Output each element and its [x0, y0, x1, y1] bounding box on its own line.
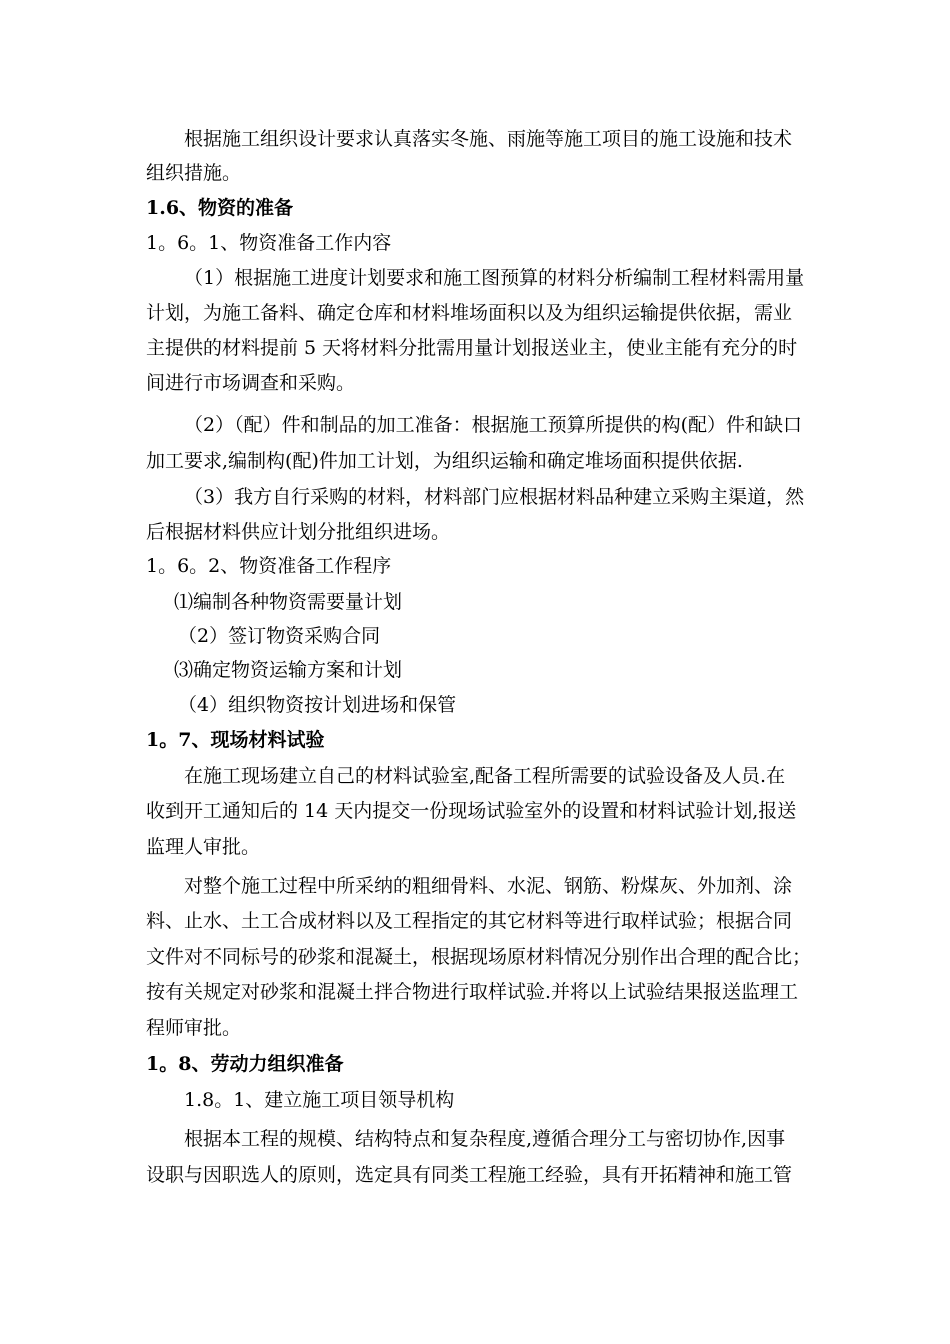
paragraph-line-7: 主提供的材料提前 5 天将材料分批需用量计划报送业主，使业主能有充分的时	[146, 337, 798, 359]
paragraph-line-5: （1）根据施工进度计划要求和施工图预算的材料分析编制工程材料需用量	[184, 267, 805, 289]
paragraph-line-29: 根据本工程的规模、结构特点和复杂程度,遵循合理分工与密切协作,因事	[184, 1128, 786, 1150]
subsection-heading-1-6-2: 1。6。2、物资准备工作程序	[146, 555, 392, 577]
paragraph-line-10: 加工要求,编制构(配)件加工计划，为组织运输和确定堆场面积提供依据.	[146, 450, 743, 472]
paragraph-line-19: 在施工现场建立自己的材料试验室,配备工程所需要的试验设备及人员.在	[184, 765, 786, 787]
list-item-3: ⑶确定物资运输方案和计划	[174, 659, 403, 681]
paragraph-line-8: 间进行市场调查和采购。	[146, 372, 356, 394]
paragraph-line-22: 对整个施工过程中所采纳的粗细骨料、水泥、钢筋、粉煤灰、外加剂、涂	[184, 875, 793, 897]
paragraph-line-1: 根据施工组织设计要求认真落实冬施、雨施等施工项目的施工设施和技术	[184, 128, 793, 150]
section-heading-1-6: 1.6、物资的准备	[146, 197, 294, 219]
list-item-2: （2）签订物资采购合同	[178, 625, 381, 647]
paragraph-line-20: 收到开工通知后的 14 天内提交一份现场试验室外的设置和材料试验计划,报送	[146, 800, 797, 822]
section-heading-1-8: 1。8、劳动力组织准备	[146, 1053, 344, 1075]
paragraph-line-21: 监理人审批。	[146, 836, 261, 858]
list-item-4: （4）组织物资按计划进场和保管	[178, 694, 457, 716]
section-heading-1-7: 1。7、现场材料试验	[146, 729, 325, 751]
paragraph-line-24: 文件对不同标号的砂浆和混凝土，根据现场原材料情况分别作出合理的配合比；	[146, 946, 812, 968]
subsection-heading-1-6-1: 1。6。1、物资准备工作内容	[146, 232, 392, 254]
paragraph-line-6: 计划，为施工备料、确定仓库和材料堆场面积以及为组织运输提供依据，需业	[146, 302, 793, 324]
paragraph-line-11: （3）我方自行采购的材料，材料部门应根据材料品种建立采购主渠道，然	[184, 486, 805, 508]
paragraph-line-9: （2）（配）件和制品的加工准备：根据施工预算所提供的构(配）件和缺口	[184, 414, 803, 436]
paragraph-line-25: 按有关规定对砂浆和混凝土拌合物进行取样试验.并将以上试验结果报送监理工	[146, 981, 799, 1003]
paragraph-line-23: 料、止水、土工合成材料以及工程指定的其它材料等进行取样试验；根据合同	[146, 910, 793, 932]
list-item-1: ⑴编制各种物资需要量计划	[174, 591, 403, 613]
paragraph-line-30: 设职与因职选人的原则，选定具有同类工程施工经验，具有开拓精神和施工管	[146, 1164, 793, 1186]
paragraph-line-2: 组织措施。	[146, 162, 242, 184]
subsection-heading-1-8-1: 1.8。1、建立施工项目领导机构	[184, 1089, 455, 1111]
paragraph-line-26: 程师审批。	[146, 1017, 242, 1039]
paragraph-line-12: 后根据材料供应计划分批组织进场。	[146, 521, 451, 543]
